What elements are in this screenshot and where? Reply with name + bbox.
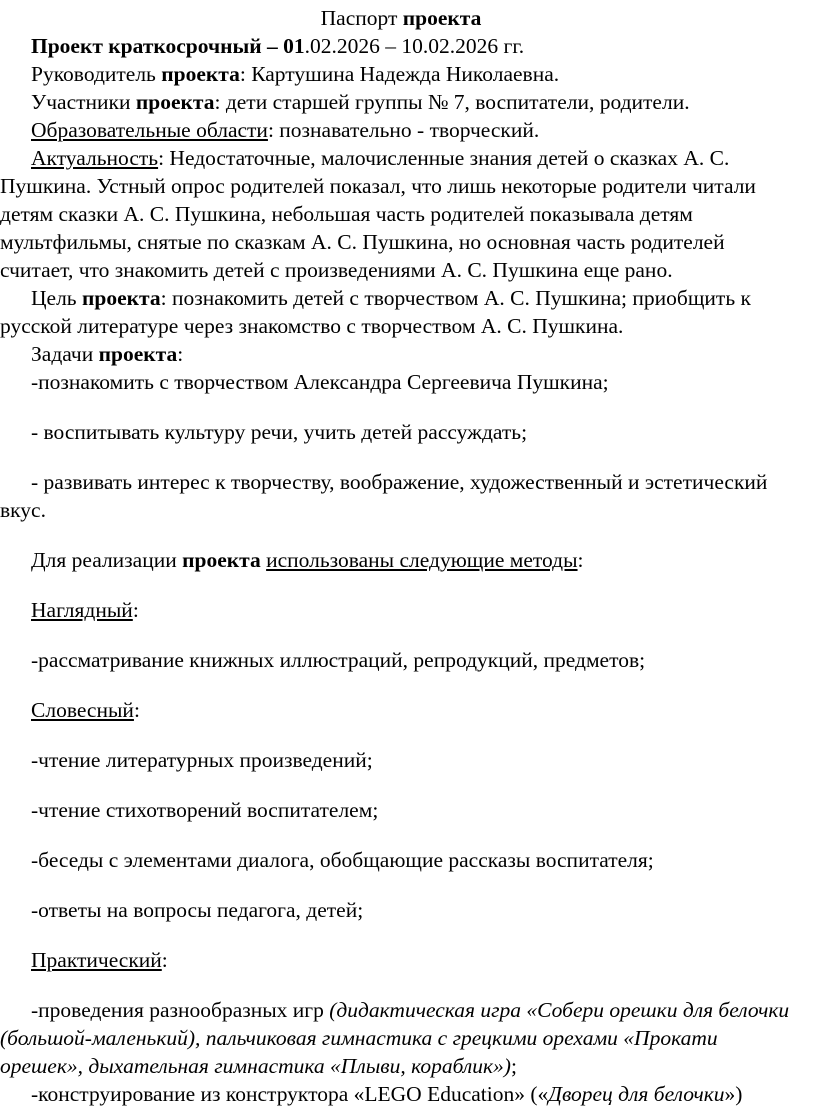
method-item: -проведения разнообразных игр (дидактическая игра «Собери орешки для белочки (большой-маленький), пальчиковая гимнастика с грецкими орехами «Прокати орешек», дыхательная гимнастика «Плыви, кораблик»);	[0, 998, 790, 1078]
method-visual-heading: Наглядный:	[31, 598, 139, 622]
method-item: -рассматривание книжных иллюстраций, репродукций, предметов;	[31, 648, 646, 672]
methods-heading: Для реализации проекта использованы следующие методы:	[31, 548, 584, 572]
project-participants: Участники проекта: дети старшей группы № 7, воспитатели, родители.	[31, 90, 690, 114]
task-item: - развивать интерес к творчеству, воображение, художественный и эстетический вкус.	[0, 470, 768, 522]
goal-paragraph: Цель проекта: познакомить детей с творчеством А. С. Пушкина; приобщить к русской литературе через знакомство с творчеством А. С. Пушкина.	[0, 286, 751, 338]
document-title: Паспорт проекта	[320, 6, 482, 30]
method-item: -беседы с элементами диалога, обобщающие рассказы воспитателя;	[31, 848, 654, 872]
project-leader: Руководитель проекта: Картушина Надежда Николаевна.	[31, 62, 560, 86]
educational-areas: Образовательные области: познавательно - творческий.	[31, 118, 540, 142]
method-item: -ответы на вопросы педагога, детей;	[31, 898, 364, 922]
method-practical-heading: Практический:	[31, 948, 168, 972]
relevance-paragraph: Актуальность: Недостаточные, малочисленные знания детей о сказках А. С. Пушкина. Устный опрос родителей показал, что лишь некоторые родители читали детям сказки А. С. Пушкина, небольшая часть родителей показывала детям мультфильмы, снятые по сказкам А. С. Пушкина, но основная часть родителей считает, что знакомить детей с произведениями А. С. Пушкина еще рано.	[0, 146, 756, 282]
task-item: - воспитывать культуру речи, учить детей рассуждать;	[31, 420, 528, 444]
method-item: -чтение стихотворений воспитателем;	[31, 798, 379, 822]
task-item: -познакомить с творчеством Александра Сергеевича Пушкина;	[31, 370, 609, 394]
method-verbal-heading: Словесный:	[31, 698, 140, 722]
method-item: -конструирование из конструктора «LEGO Education» («Дворец для белочки»)	[31, 1082, 743, 1106]
project-duration: Проект краткосрочный – 01.02.2026 – 10.02.2026 гг.	[31, 34, 525, 58]
tasks-heading: Задачи проекта:	[31, 342, 184, 366]
method-item: -чтение литературных произведений;	[31, 748, 373, 772]
